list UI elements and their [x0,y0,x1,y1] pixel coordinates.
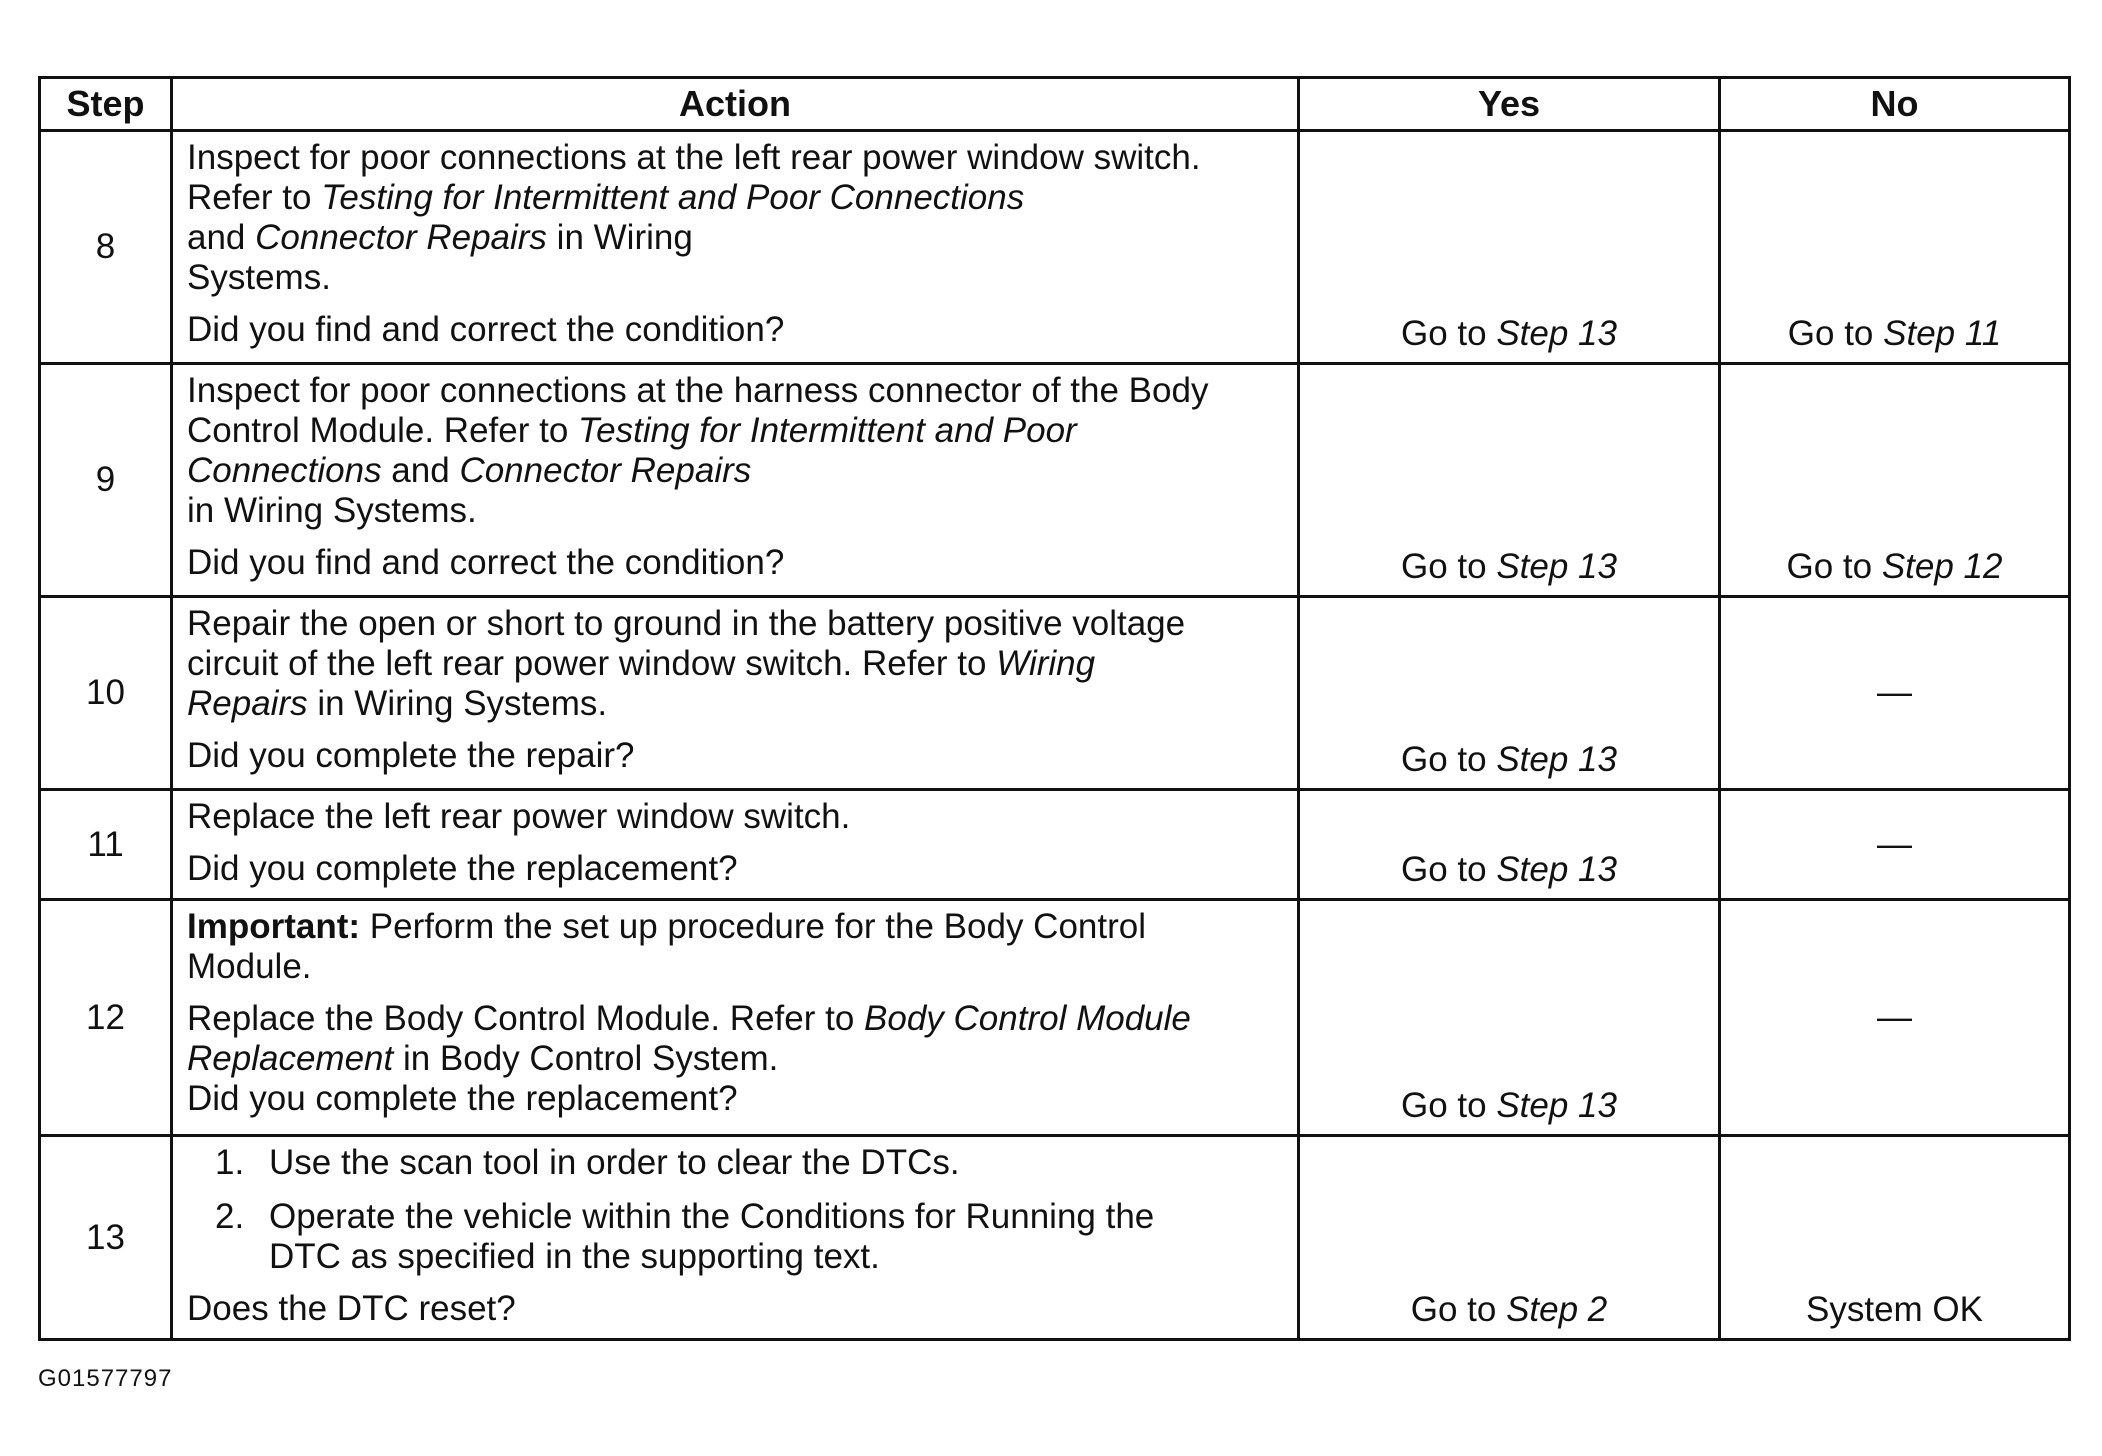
action-question: Did you find and correct the condition? [187,543,785,582]
step-number: 11 [40,790,172,900]
table-row-step-9 [40,364,2070,597]
action-text: Replacement in Body Control System. [187,1039,779,1078]
yes-result: Go to Step 13 [1299,364,1720,597]
no-result: Go to Step 12 [1720,364,2070,597]
action-cell [172,790,1299,900]
yes-result: Go to Step 2 [1299,1136,1720,1340]
action-text: Repairs in Wiring Systems. [187,684,608,723]
action-text: Connections and Connector Repairs [187,451,752,490]
important-note: Important: Perform the set up procedure for the Body Control [187,907,1147,946]
header-action: Action [172,78,1299,131]
yes-result: Go to Step 13 [1299,597,1720,790]
no-result: Go to Step 11 [1720,131,2070,364]
header-no: No [1720,78,2070,131]
no-result-dash: — [1720,597,2070,790]
table-row-step-13 [40,1136,2070,1340]
step-number: 13 [40,1136,172,1340]
numbered-list [187,1143,1283,1277]
step-number: 8 [40,131,172,364]
action-question: Did you complete the replacement? [187,849,738,888]
list-item: 1. Use the scan tool in order to clear the DTCs. [215,1143,960,1182]
action-text: Inspect for poor connections at the left rear power window switch. [187,138,1201,177]
action-text: Refer to Testing for Intermittent and Poor Connections [187,178,1025,217]
figure-id: G01577797 [38,1365,173,1392]
table-row-step-12 [40,900,2070,1136]
table-row-step-10 [40,597,2070,790]
yes-result: Go to Step 13 [1299,900,1720,1136]
action-text: Systems. [187,258,331,297]
list-item: 2. Operate the vehicle within the Conditions for Running the DTC as specified in the supporting text. [215,1197,1155,1276]
action-text: and Connector Repairs in Wiring [187,218,693,257]
action-cell [172,1136,1299,1340]
header-step: Step [40,78,172,131]
no-result-dash: — [1720,900,2070,1136]
header-row [40,78,2070,131]
action-question: Did you complete the replacement? [187,1079,738,1118]
yes-result: Go to Step 13 [1299,790,1720,900]
header-yes: Yes [1299,78,1720,131]
step-number: 12 [40,900,172,1136]
no-result: System OK [1720,1136,2070,1340]
action-cell [172,900,1299,1136]
yes-result: Go to Step 13 [1299,131,1720,364]
table-row-step-11 [40,790,2070,900]
no-result-dash: — [1720,790,2070,900]
action-text: in Wiring Systems. [187,491,477,530]
action-text: Replace the left rear power window switch. [187,797,851,836]
action-question: Did you find and correct the condition? [187,310,785,349]
action-question: Did you complete the repair? [187,736,635,775]
table-row-step-8 [40,131,2070,364]
action-cell [172,131,1299,364]
step-number: 10 [40,597,172,790]
action-text: Inspect for poor connections at the harness connector of the Body [187,371,1209,410]
action-cell [172,597,1299,790]
action-text: Module. [187,947,312,986]
action-text: circuit of the left rear power window switch. Refer to Wiring [187,644,1096,683]
action-text: Control Module. Refer to Testing for Intermittent and Poor [187,411,1077,450]
action-question: Does the DTC reset? [187,1289,516,1328]
action-cell [172,364,1299,597]
step-number: 9 [40,364,172,597]
diagnostic-table [38,76,2071,1341]
action-text: Repair the open or short to ground in the battery positive voltage [187,604,1186,643]
action-text: Replace the Body Control Module. Refer to Body Control Module [187,999,1191,1038]
